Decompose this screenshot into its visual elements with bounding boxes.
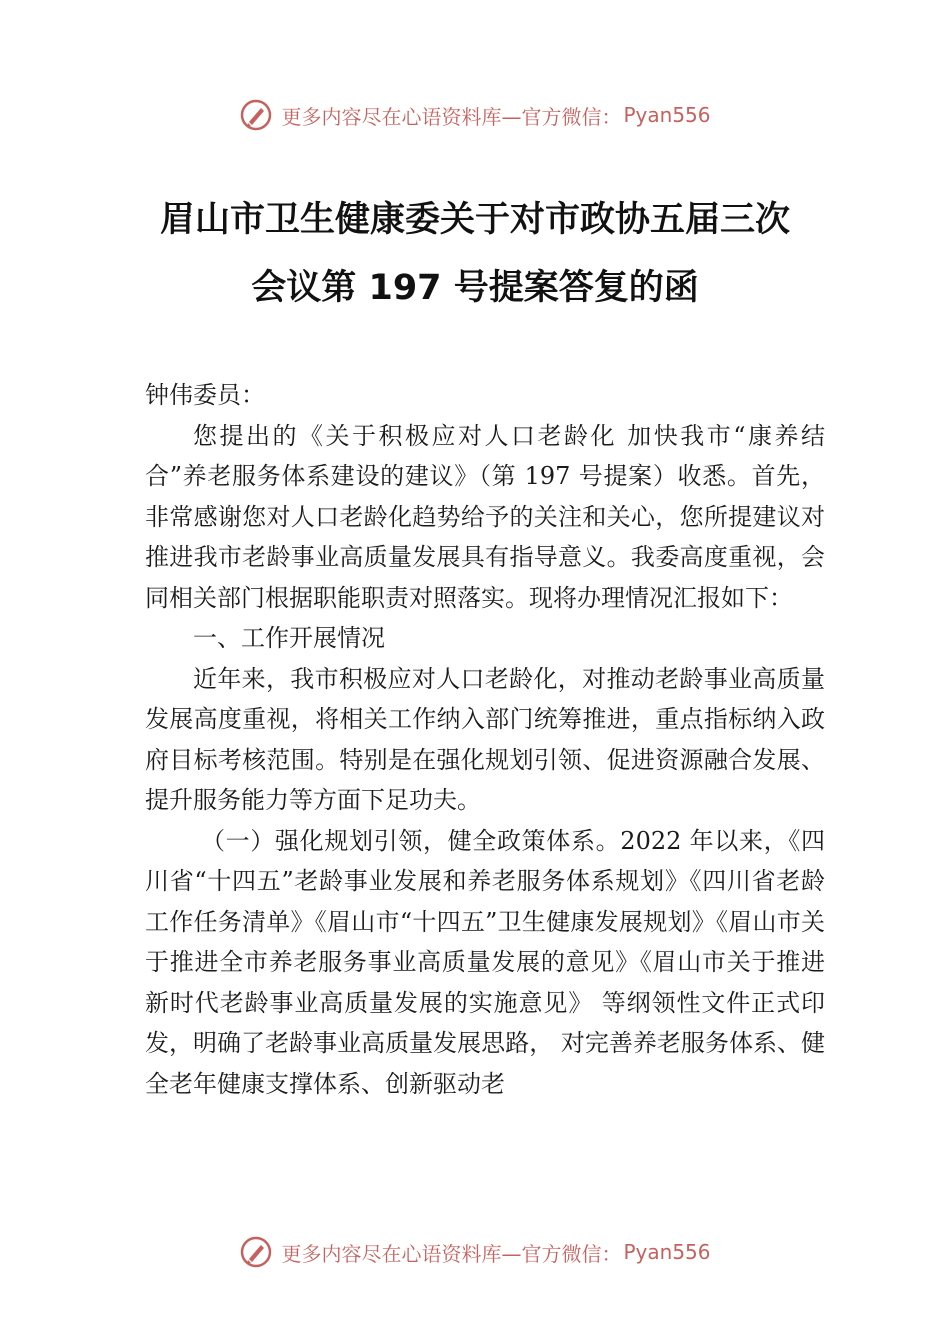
title-line-1: 眉山市卫生健康委关于对市政协五届三次 (159, 200, 790, 240)
watermark-footer (0, 1232, 950, 1272)
watermark-id: Pyan556 (623, 103, 711, 127)
pen-logo-icon (239, 98, 273, 132)
paragraph: 近年来，我市积极应对人口老龄化，对推动老龄事业高质量发展高度重视，将相关工作纳入部门统筹推进，重点指标纳入政府目标考核范围。特别是在强化规划引领、促进资源融合发展、提升服务能力等方面下足功夫。 (145, 664, 825, 814)
watermark-text: 更多内容尽在心语资料库—官方微信： (281, 1241, 622, 1266)
document-title (60, 186, 890, 322)
paragraph: （一）强化规划引领，健全政策体系。2022 年以来，《四川省“十四五”老龄事业发展和养老服务体系规划》《四川省老龄工作任务清单》《眉山市“十四五”卫生健康发展规划》《眉山市关于推进全市养老服务事业高质量发展的意见》《眉山市关于推进新时代老龄事业高质量发展的实施意见》 等纲领性文件正式印发，明确了老龄事业高质量发展思路， 对完善养老服务体系、健全老年健康支撑体系、创新驱动老 (145, 826, 825, 1098)
section-heading: 一、工作开展情况 (193, 624, 385, 652)
salutation: 钟伟委员： (145, 381, 265, 409)
watermark-id: Pyan556 (623, 1240, 711, 1264)
watermark-text: 更多内容尽在心语资料库—官方微信： (281, 104, 622, 129)
pen-logo-icon (239, 1235, 273, 1269)
document-body (145, 375, 825, 1104)
title-line-2: 会议第 197 号提案答复的函 (251, 268, 699, 308)
watermark-header (0, 95, 950, 135)
paragraph: 您提出的《关于积极应对人口老龄化 加快我市“康养结合”养老服务体系建设的建议》（第 197 号提案）收悉。首先， 非常感谢您对人口老龄化趋势给予的关注和关心，您所提建议对推进我市老龄事业高质量发展具有指导意义。我委高度重视，会同相关部门根据职能职责对照落实。现将办理情况汇报如下： (145, 421, 825, 612)
